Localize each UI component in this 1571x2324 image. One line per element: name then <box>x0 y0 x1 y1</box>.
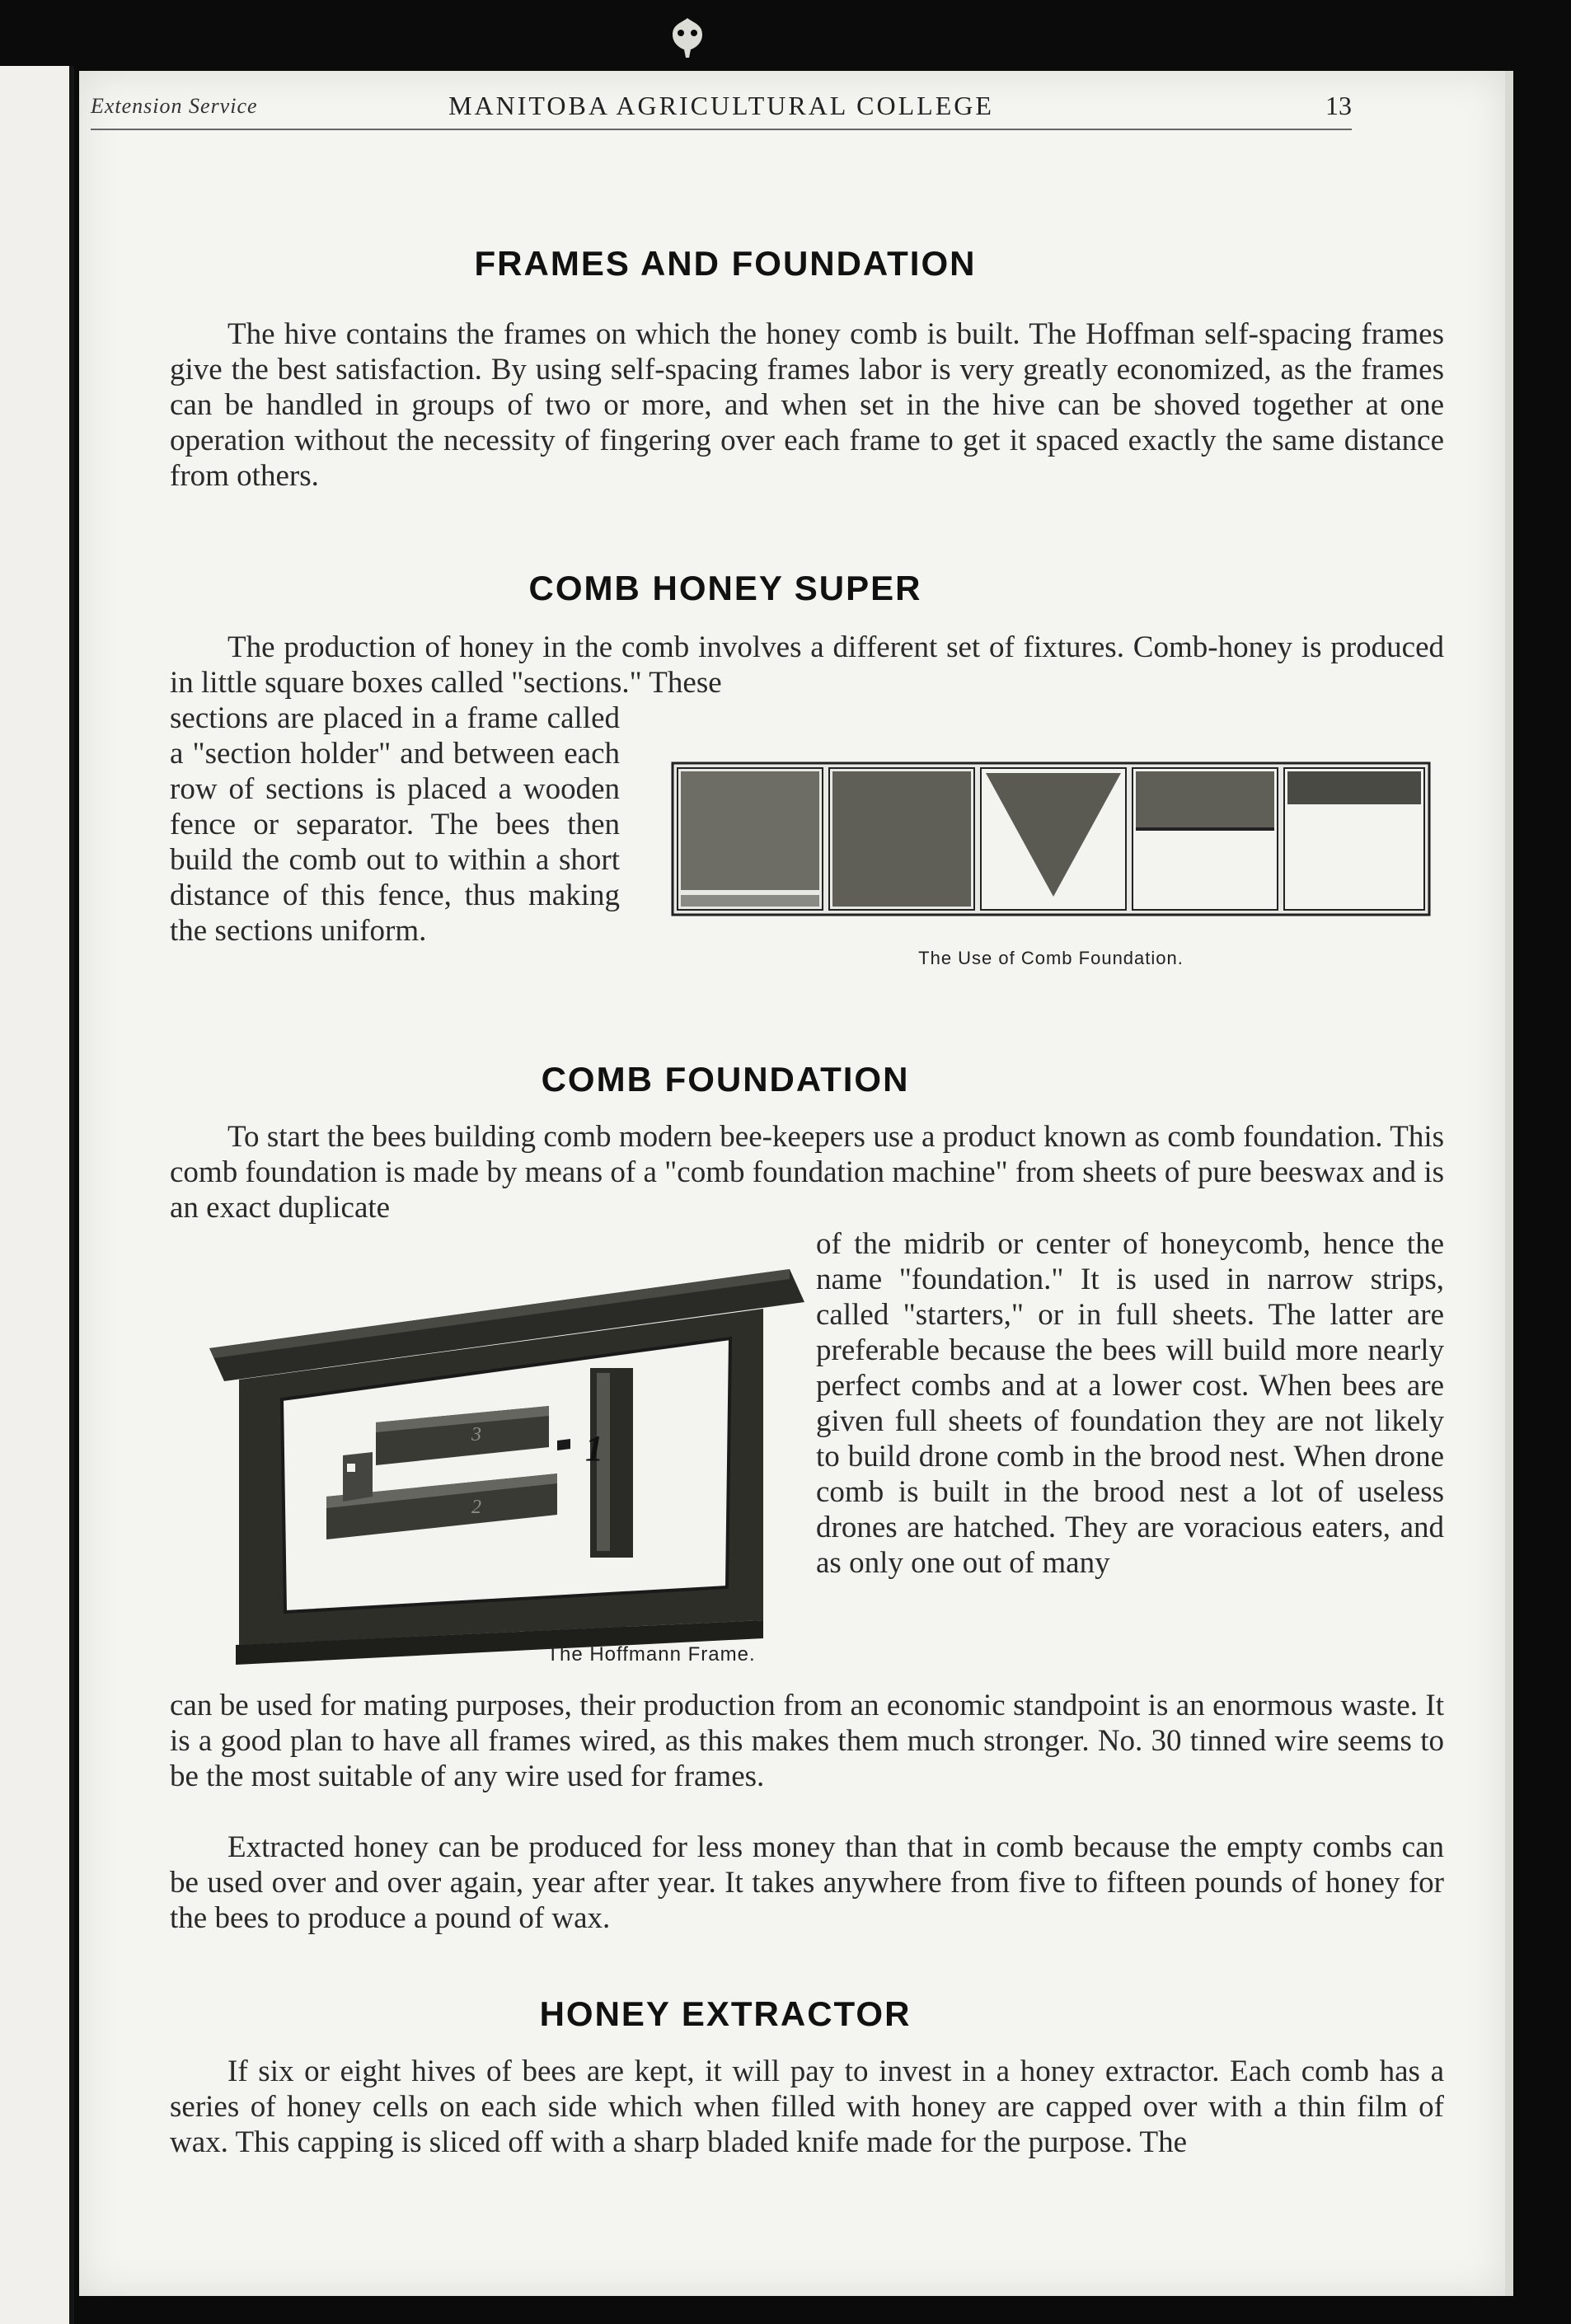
comb-foundation-figure <box>671 761 1431 916</box>
heading-frames-and-foundation: FRAMES AND FOUNDATION <box>474 244 977 283</box>
heading-honey-extractor: HONEY EXTRACTOR <box>539 1994 912 2033</box>
header-left: Extension Service <box>91 94 258 118</box>
page-number: 13 <box>1325 91 1352 120</box>
paragraph-comb-foundation-bottom: can be used for mating purposes, their production from an economic standpoint is an enormous waste. It is a good plan to have all frames wired, as this makes them much stronger. No. 30 tinned wire seems to be the most suitable of any wire used for frames. <box>170 1689 1444 1793</box>
paragraph-comb-foundation-side: of the midrib or center of honeycomb, hence the name "foundation." It is used in narrow strips, called "starters," or in full sheets. The latter are preferable because the bees will build more nearly perfect combs and at a lower cost. When bees are given full sheets of foundation they are not likely to build drone comb in the brood nest. When drone comb is built in the brood nest a lot of useless drones are hatched. They are voracious eaters, and as only one out of many <box>816 1227 1444 1580</box>
figure-label-3: 3 <box>471 1424 481 1445</box>
paragraph-comb-foundation-top: To start the bees building comb modern bee-keepers use a product known as comb foundation. This comb foundation is made by means of a "comb foundation machine" from sheets of pure beeswax and is an exact duplicate <box>170 1120 1444 1225</box>
paragraph-comb-honey-side: sections are placed in a frame called a "section holder" and between each row of sections is placed a wooden fence or separator. The bees then build the comb out to within a short distance of this fence, thus making the sections uniform. <box>170 701 620 948</box>
caption-hoffmann-frame: The Hoffmann Frame. <box>546 1643 756 1666</box>
caption-comb-foundation: The Use of Comb Foundation. <box>918 948 1184 968</box>
running-header <box>91 87 1352 127</box>
heading-comb-foundation: COMB FOUNDATION <box>541 1060 910 1099</box>
paragraph-extracted-honey: Extracted honey can be produced for less money than that in comb because the empty combs can be used over and over again, year after year. It takes anywhere from five to fifteen pounds of honey for the bees to produce a pound of wax. <box>170 1830 1444 1935</box>
adjacent-page-edge <box>0 66 74 2324</box>
ornament-icon <box>669 16 706 59</box>
page-edge <box>1505 71 1513 2296</box>
figure-label-1: 1 <box>585 1428 603 1469</box>
header-rule <box>91 129 1352 130</box>
figure-label-2: 2 <box>471 1497 481 1518</box>
heading-comb-honey-super: COMB HONEY SUPER <box>528 569 922 607</box>
paragraph-comb-honey-top: The production of honey in the comb involves a different set of fixtures. Comb-honey is produced in little square boxes called "sections." These <box>170 630 1444 700</box>
paragraph-frames: The hive contains the frames on which the honey comb is built. The Hoffman self-spacing frames give the best satisfaction. By using self-spacing frames labor is very greatly economized, as the frames can be handled in groups of two or more, and when set in the hive can be shoved together at one operation without the necessity of fingering over each frame to get it spaced exactly the same distance from others. <box>170 317 1444 493</box>
header-center: MANITOBA AGRICULTURAL COLLEGE <box>448 91 994 120</box>
hoffmann-frame-figure <box>203 1258 806 1670</box>
paragraph-honey-extractor: If six or eight hives of bees are kept, it will pay to invest in a honey extractor. Each comb has a series of honey cells on each side which when filled with honey are capped over with a thin film of wax. This capping is sliced off with a sharp bladed knife made for the purpose. The <box>170 2055 1444 2159</box>
